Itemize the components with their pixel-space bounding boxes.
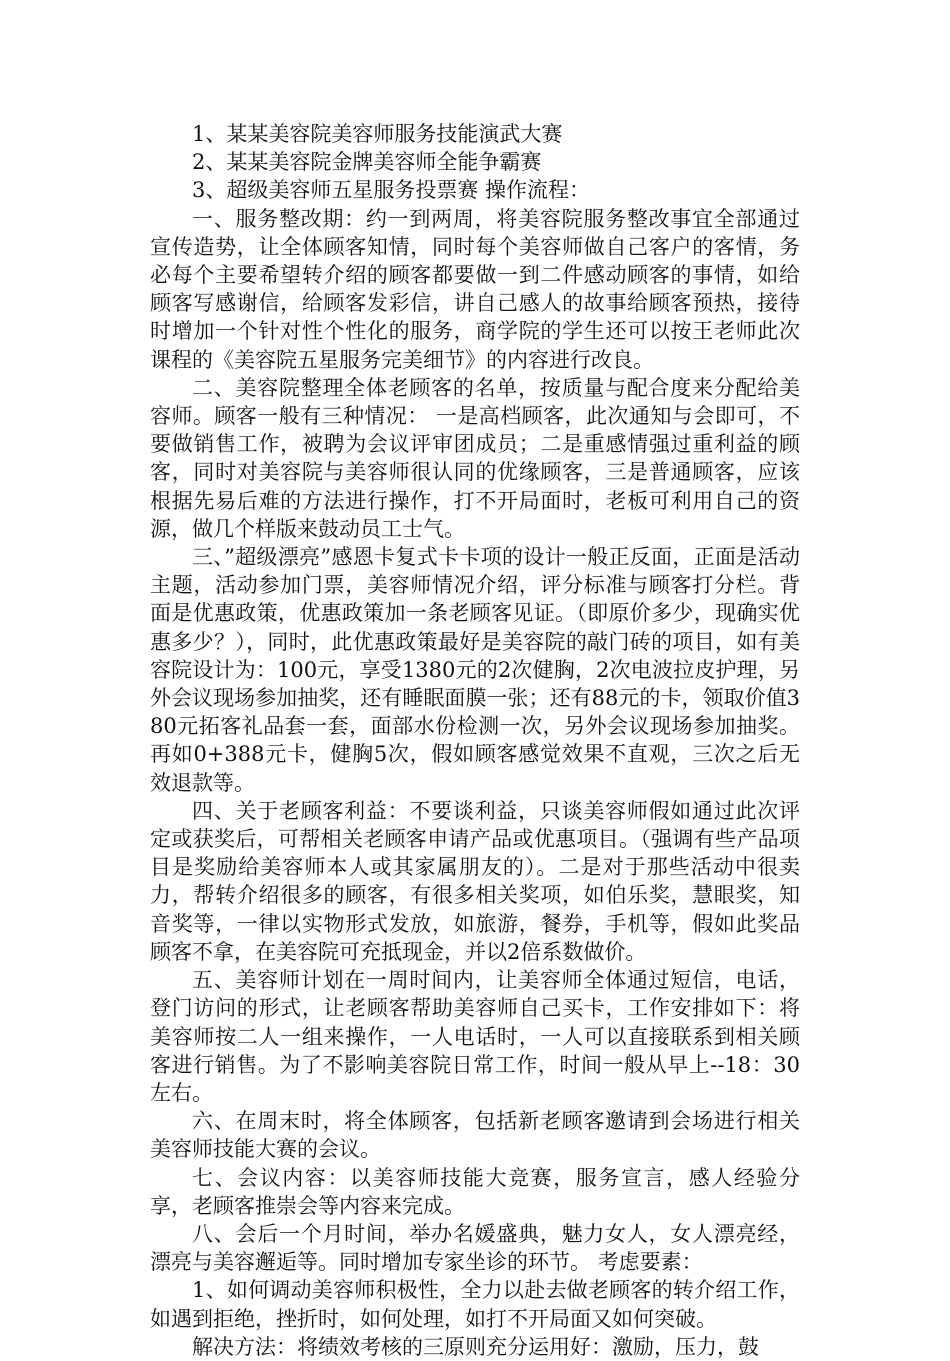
paragraph-3: 3、超级美容师五星服务投票赛 操作流程： [192,178,591,203]
paragraph-10: 七、会议内容：以美容师技能大竞赛，服务宣言，感人经验分享，老顾客推崇会等内容来完成。 [150,1165,800,1218]
paragraph-2: 2、某某美容院金牌美容师全能争霸赛 [192,150,542,175]
paragraph-6: 三、”超级漂亮”感恩卡复式卡卡项的设计一般正反面，正面是活动主题，活动参加门票，美容师情况介绍，评分标准与顾客打分栏。背面是优惠政策，优惠政策加一条老顾客见证。（即原价多少，现确实优惠多少？），同时，此优惠政策最好是美容院的敲门砖的项目，如有美容院设计为：100元，享受1380元的2次健胸，2次电波拉皮护理，另外会议现场参加抽奖，还有睡眠面膜一张；还有88元的卡，领取价值380元拓客礼品套一套，面部水份检测一次，另外会议现场参加抽奖。再如0+388元卡，健胸5次，假如顾客感觉效果不直观，三次之后无效退款等。 [150,545,800,795]
paragraph-12: 1、如何调动美容师积极性，全力以赴去做老顾客的转介绍工作，如遇到拒绝，挫折时，如何处理，如打不开局面又如何突破。 [150,1278,800,1331]
document-body [150,120,800,1361]
paragraph-13: 解决方法：将绩效考核的三原则充分运用好：激励，压力，鼓 [192,1334,759,1359]
paragraph-8: 五、美容师计划在一周时间内，让美容师全体通过短信，电话，登门访问的形式，让老顾客帮助美容师自己买卡，工作安排如下：将美容师按二人一组来操作，一人电话时，一人可以直接联系到相关顾客进行销售。为了不影响美容院日常工作，时间一般从早上--18：30左右。 [150,968,800,1105]
paragraph-11: 八、会后一个月时间，举办名媛盛典，魅力女人，女人漂亮经，漂亮与美容邂逅等。同时增加专家坐诊的环节。 考虑要素： [150,1221,800,1275]
paragraph-1: 1、某某美容院美容师服务技能演武大赛 [192,122,563,146]
paragraph-9: 六、在周末时，将全体顾客，包括新老顾客邀请到会场进行相关美容师技能大赛的会议。 [150,1109,800,1162]
paragraph-4: 一、服务整改期：约一到两周，将美容院服务整改事宜全部通过宣传造势，让全体顾客知情，同时每个美容师做自己客户的客情，务必每个主要希望转介绍的顾客都要做一到二件感动顾客的事情，如给顾客写感谢信，给顾客发彩信，讲自己感人的故事给顾客预热，接待时增加一个针对性个性化的服务，商学院的学生还可以按王老师此次课程的《美容院五星服务完美细节》的内容进行改良。 [150,206,800,372]
paragraph-5: 二、美容院整理全体老顾客的名单，按质量与配合度来分配给美容师。顾客一般有三种情况： 一是高档顾客，此次通知与会即可，不要做销售工作，被聘为会议评审团成员；二是重感情强过重利益的顾客，同时对美容院与美容师很认同的优缘顾客，三是普通顾客，应该根据先易后难的方法进行操作，打不开局面时，老板可利用自己的资源，做几个样版来鼓动员工士气。 [150,375,800,541]
paragraph-7: 四、关于老顾客利益：不要谈利益，只谈美容师假如通过此次评定或获奖后，可帮相关老顾客申请产品或优惠项目。（强调有些产品项目是奖励给美容师本人或其家属朋友的）。二是对于那些活动中很卖力，帮转介绍很多的顾客，有很多相关奖项，如伯乐奖，慧眼奖，知音奖等，一律以实物形式发放，如旅游，餐券，手机等，假如此奖品顾客不拿，在美容院可充抵现金，并以2倍系数做价。 [150,798,800,964]
